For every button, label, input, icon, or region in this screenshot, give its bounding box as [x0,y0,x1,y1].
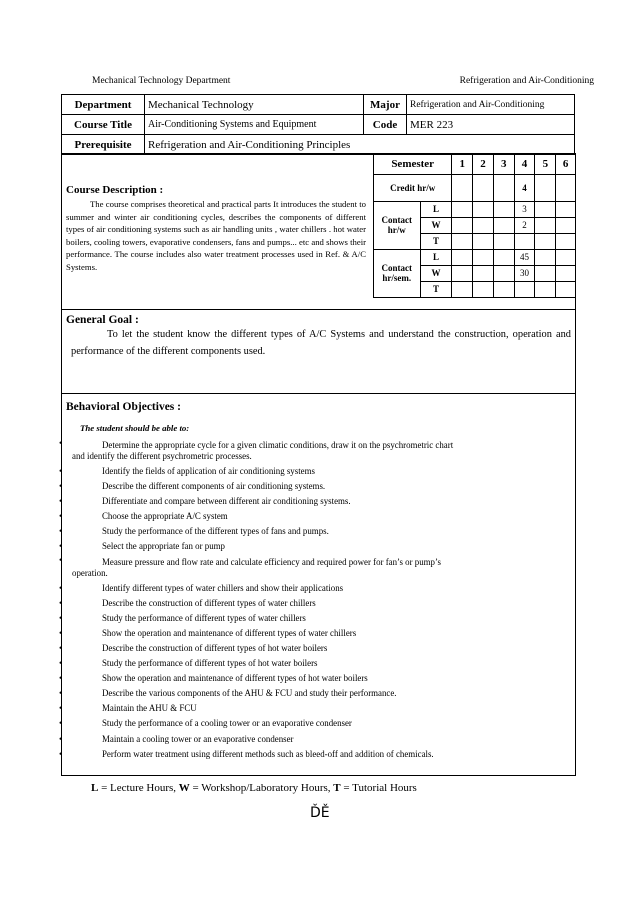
course-title-label: Course Title [62,115,145,135]
bullet-icon: • [59,597,63,608]
objective-text: Perform water treatment using different methods such as bleed-off and addition of chemicals. [102,748,434,759]
objective-text: Differentiate and compare between different air conditioning systems. [102,496,351,507]
objective-text: Identify the fields of application of air conditioning systems [102,466,315,476]
objective-item [59,554,574,581]
course-title-value: Air-Conditioning Systems and Equipment [145,115,364,135]
course-description-section [61,153,576,310]
objective-item [59,701,574,716]
bullet-icon: • [59,688,63,699]
objective-text: Show the operation and maintenance of different types of water chillers [102,627,357,638]
bullet-icon: • [59,718,63,729]
row-label-T2: T [420,281,452,297]
semester-label: Semester [374,154,452,174]
semester-table [373,154,575,298]
objective-item [59,747,574,762]
course-description-paragraph: The course comprises theoretical and practical parts It introduces the student to summer and winter air conditioning cycles, describes the components of different types of air conditioning systems such as air handling units , water chillers . hot water boilers, cooling towers, evaporative condensers, fans and pumps... etc and shows their performance. The course includes also water treatment processes used in Ref. & A/C Systems. [66,199,366,272]
objective-text: Describe the construction of different types of hot water boilers [102,642,328,653]
department-label: Department [62,95,145,115]
course-description-title: Course Description : [66,184,164,196]
semester-6: 6 [556,154,575,174]
general-goal-title: General Goal : [66,314,139,326]
bullet-icon: • [59,703,63,714]
semester-5: 5 [535,154,556,174]
objective-text: Maintain a cooling tower or an evaporative condenser [102,733,294,744]
legend-L: L [91,782,99,794]
objectives-list [59,438,574,762]
bullet-icon: • [59,496,63,507]
bullet-icon: • [59,642,63,653]
legend-L-text: = Lecture Hours, [98,782,179,794]
contact-hsem-L-sem4: 45 [514,249,535,265]
objective-item [59,716,574,731]
bullet-icon: • [59,673,63,684]
objective-item [59,671,574,686]
row-label-L2: L [420,249,452,265]
objective-item [59,539,574,554]
semester-2: 2 [473,154,494,174]
behavioral-objectives-section [61,393,576,776]
bullet-icon: • [59,612,63,623]
bullet-icon: • [59,438,63,448]
contact-hsem-label: Contact hr/sem. [374,249,421,297]
bullet-icon: • [59,526,63,537]
objective-text: Describe the various components of the AHU & FCU and study their performance. [102,688,397,699]
objective-text: Show the operation and maintenance of different types of hot water boilers [102,673,368,684]
department-value: Mechanical Technology [145,95,364,115]
behavioral-objectives-title: Behavioral Objectives : [66,401,181,413]
general-goal-section [61,309,576,394]
bullet-icon: • [59,748,63,759]
objective-text: Study the performance of a cooling tower or an evaporative condenser [102,718,352,729]
code-value: MER 223 [407,115,575,135]
objective-text: Select the appropriate fan or pump [102,541,225,552]
header-department: Mechanical Technology Department [92,76,231,86]
legend-T-text: = Tutorial Hours [340,782,417,794]
bullet-icon: • [59,511,63,522]
objective-item [59,581,574,596]
objective-text-continued: operation. [72,567,108,578]
contact-hw-label: Contact hr/w [374,201,421,249]
objective-text: Maintain the AHU & FCU [102,703,197,714]
objective-text: Measure pressure and flow rate and calculate efficiency and required power for fan’s or pump’s [102,556,441,567]
bullet-icon: • [59,582,63,593]
legend-W: W [178,782,190,794]
hours-legend [91,782,417,794]
behavioral-objectives-subtitle: The student should be able to: [80,423,190,433]
credit-label: Credit hr/w [374,174,452,201]
bullet-icon: • [59,541,63,552]
objective-item [59,641,574,656]
bullet-icon: • [59,466,63,476]
row-label-L: L [420,201,452,217]
credit-sem4: 4 [514,174,535,201]
objective-text-continued: and identify the different psychrometric processes. [72,451,252,461]
row-label-W: W [420,217,452,233]
objective-text: Study the performance of different types of hot water boilers [102,658,318,669]
page-number: ĎĚ [310,805,330,821]
legend-T: T [333,782,341,794]
objective-item [59,509,574,524]
objective-text: Choose the appropriate A/C system [102,511,228,522]
objective-item [59,611,574,626]
objective-item [59,732,574,747]
prerequisite-value: Refrigeration and Air-Conditioning Principles [145,135,575,155]
objective-item [59,656,574,671]
bullet-icon: • [59,554,63,565]
bullet-icon: • [59,733,63,744]
objective-text: Identify different types of water chillers and show their applications [102,582,344,593]
objective-item [59,686,574,701]
prerequisite-label: Prerequisite [62,135,145,155]
row-label-T: T [420,233,452,249]
semester-1: 1 [452,154,473,174]
general-goal-paragraph: To let the student know the different types of A/C Systems and understand the construction, operation and performance of the different components used. [71,329,571,357]
row-label-W2: W [420,265,452,281]
major-label: Major [364,95,407,115]
course-info-table [61,94,575,155]
legend-W-text: = Workshop/Laboratory Hours, [189,782,334,794]
objective-text: Describe the different components of air conditioning systems. [102,481,326,492]
objective-item [59,596,574,611]
contact-hsem-T-sem4 [514,281,535,297]
contact-hw-W-sem4: 2 [514,217,535,233]
semester-4: 4 [514,154,535,174]
header-major: Refrigeration and Air-Conditioning [459,76,594,86]
objective-item [59,626,574,641]
semester-3: 3 [493,154,514,174]
objective-text: Determine the appropriate cycle for a given climatic conditions, draw it on the psychrometric chart [102,440,454,450]
contact-hsem-W-sem4: 30 [514,265,535,281]
contact-hw-L-sem4: 3 [514,201,535,217]
objective-item [59,464,574,479]
general-goal-text [71,326,571,360]
code-label: Code [364,115,407,135]
course-description-text [66,198,366,274]
objective-text: Study the performance of different types of water chillers [102,612,306,623]
objective-item [59,494,574,509]
objective-item [59,479,574,494]
bullet-icon: • [59,658,63,669]
objective-text: Study the performance of the different types of fans and pumps. [102,526,329,537]
bullet-icon: • [59,481,63,492]
bullet-icon: • [59,627,63,638]
contact-hw-T-sem4 [514,233,535,249]
objective-item [59,438,574,464]
objective-item [59,524,574,539]
major-value: Refrigeration and Air-Conditioning [407,95,575,115]
objective-text: Describe the construction of different types of water chillers [102,597,316,608]
